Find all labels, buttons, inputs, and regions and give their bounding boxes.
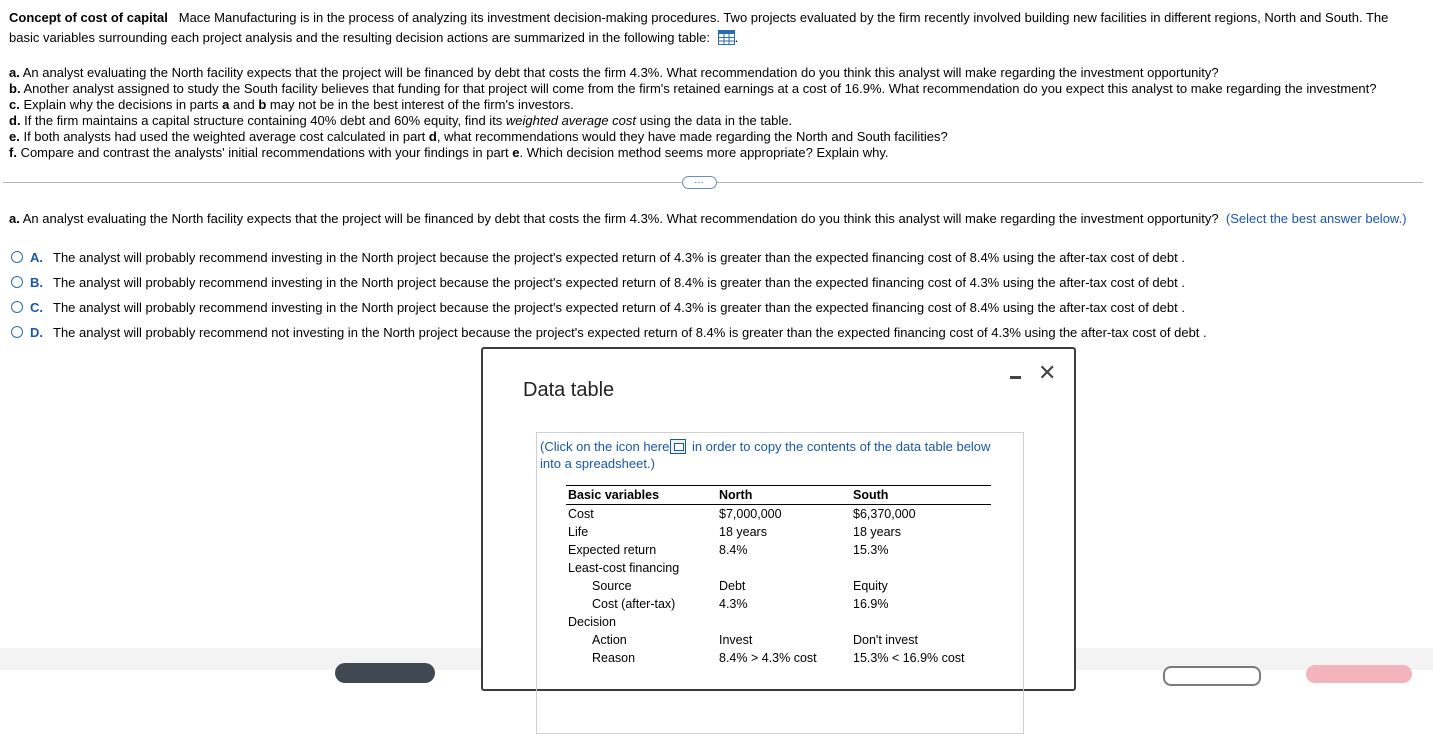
- data-table-dialog: [481, 347, 1076, 691]
- answer-option-c[interactable]: C. The analyst will probably recommend investing in the North project because the project's expected return of 4.3% is greater than the expected financing cost of 8.4% using the after-tax cost of debt .: [11, 298, 1185, 316]
- check-answer-button[interactable]: [1306, 665, 1412, 683]
- question-a: a. An analyst evaluating the North facility expects that the project will be financed by debt that costs the firm 4.3%. What recommendation do you think this analyst will make regarding the investment opportunity?: [9, 65, 1219, 80]
- radio-button[interactable]: [11, 326, 23, 338]
- data-table-container: [536, 432, 1024, 734]
- intro-title: Concept of cost of capital: [9, 10, 168, 25]
- table-row: Cost (after-tax) 4.3% 16.9%: [592, 597, 889, 611]
- data-table: [566, 485, 991, 667]
- table-row: Source Debt Equity: [592, 579, 888, 593]
- radio-button[interactable]: [11, 276, 23, 288]
- copy-instructions: (Click on the icon here in order to copy the contents of the data table below into a spreadsheet.): [540, 439, 991, 471]
- radio-button[interactable]: [11, 301, 23, 313]
- radio-button[interactable]: [11, 251, 23, 263]
- copy-icon[interactable]: [670, 439, 686, 454]
- answer-option-b[interactable]: B. The analyst will probably recommend investing in the North project because the project's expected return of 8.4% is greater than the expected financing cost of 4.3% using the after-tax cost of debt .: [11, 273, 1185, 291]
- question-b: b. Another analyst assigned to study the South facility believes that funding for that project will come from the firm's retained earnings at a cost of 16.9%. What recommendation do you expect this analyst to make regarding the investment?: [9, 81, 1377, 96]
- intro-line-1: [9, 10, 1388, 26]
- dialog-title: Data table: [523, 379, 615, 401]
- table-row: Decision: [568, 615, 616, 629]
- minimize-icon[interactable]: [1008, 367, 1024, 383]
- table-row: Least-cost financing: [568, 561, 680, 575]
- table-row: Life 18 years 18 years: [568, 525, 901, 539]
- clear-all-button[interactable]: [1163, 666, 1261, 686]
- select-hint: (Select the best answer below.): [1225, 211, 1407, 226]
- table-icon[interactable]: [718, 30, 735, 45]
- question-f: f. Compare and contrast the analysts' initial recommendations with your findings in part e. Which decision method seems more appropriate? Explain why.: [9, 145, 889, 160]
- close-icon[interactable]: ✕: [1038, 360, 1057, 385]
- table-row: Expected return 8.4% 15.3%: [568, 543, 889, 557]
- question-e: e. If both analysts had used the weighted average cost calculated in part d, what recommendations would they have made regarding the North and South facilities?: [9, 129, 948, 144]
- expand-more-button[interactable]: …: [682, 176, 717, 189]
- question-c: c. Explain why the decisions in parts a and b may not be in the best interest of the firm's investors.: [9, 97, 574, 112]
- table-header-row: Basic variables North South: [566, 486, 991, 505]
- table-row: Reason 8.4% > 4.3% cost 15.3% < 16.9% cost: [592, 651, 965, 665]
- intro-text-2: basic variables surrounding each project analysis and the resulting decision actions are summarized in the following table:: [9, 30, 710, 45]
- answer-option-d[interactable]: D. The analyst will probably recommend not investing in the North project because the project's expected return of 8.4% is greater than the expected financing cost of 4.3% using the after-tax cost of debt .: [11, 323, 1207, 341]
- question-d: d. If the firm maintains a capital structure containing 40% debt and 60% equity, find its weighted average cost using the data in the table.: [9, 113, 793, 128]
- current-question: a. An analyst evaluating the North facility expects that the project will be financed by debt that costs the firm 4.3%. What recommendation do you think this analyst will make regarding the investment opportunity? (Select the best answer below.): [9, 211, 1407, 226]
- answer-option-a[interactable]: A. The analyst will probably recommend investing in the North project because the project's expected return of 4.3% is greater than the expected financing cost of 8.4% using the after-tax cost of debt .: [11, 248, 1185, 266]
- table-row: Action Invest Don't invest: [592, 633, 918, 647]
- intro-text: Mace Manufacturing is in the process of analyzing its investment decision-making procedures. Two projects evaluated by the firm recently involved building new facilities in different regions, North and South. The: [178, 10, 1389, 25]
- help-button[interactable]: [335, 663, 435, 683]
- intro-line-2: basic variables surrounding each project analysis and the resulting decision actions are summarized in the following table: .: [9, 30, 739, 45]
- table-row: Cost $7,000,000 $6,370,000: [568, 507, 916, 521]
